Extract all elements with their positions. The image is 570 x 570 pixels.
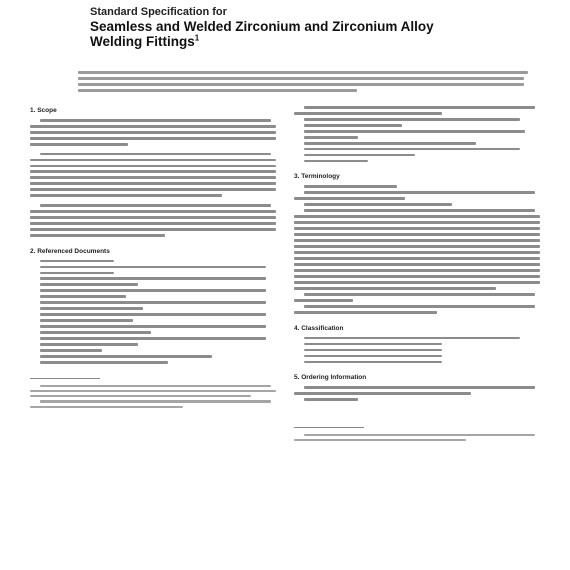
footnote-block bbox=[30, 378, 276, 408]
text-line bbox=[30, 170, 276, 173]
text-line bbox=[30, 176, 276, 179]
text-line bbox=[30, 216, 276, 219]
note-line bbox=[78, 77, 524, 80]
text-line bbox=[40, 349, 102, 352]
text-line bbox=[294, 221, 540, 224]
footnote-rule bbox=[294, 427, 364, 428]
text-line bbox=[294, 269, 540, 272]
text-line bbox=[40, 295, 126, 298]
text-line bbox=[294, 311, 437, 314]
note-line bbox=[78, 71, 528, 74]
text-line bbox=[294, 281, 540, 284]
text-line bbox=[40, 260, 114, 263]
text-line bbox=[30, 210, 276, 213]
text-line bbox=[304, 398, 358, 401]
text-line bbox=[30, 159, 276, 162]
text-line bbox=[30, 228, 276, 231]
text-line bbox=[40, 266, 266, 269]
text-line bbox=[294, 112, 442, 115]
footnote-line bbox=[294, 439, 466, 441]
text-line bbox=[294, 239, 540, 242]
text-line bbox=[30, 234, 165, 237]
text-line bbox=[304, 148, 520, 151]
text-line bbox=[304, 337, 520, 340]
text-line bbox=[294, 287, 496, 290]
text-line bbox=[40, 301, 266, 304]
text-line bbox=[294, 251, 540, 254]
text-line bbox=[40, 361, 168, 364]
text-line bbox=[304, 118, 520, 121]
title-footnote-marker: 1 bbox=[194, 33, 200, 43]
text-line bbox=[30, 194, 222, 197]
text-line bbox=[304, 305, 535, 308]
text-line bbox=[30, 131, 276, 134]
text-line bbox=[304, 130, 525, 133]
text-line bbox=[40, 153, 271, 156]
text-line bbox=[40, 313, 266, 316]
text-line bbox=[304, 386, 535, 389]
right-column bbox=[294, 106, 540, 444]
text-line bbox=[304, 191, 535, 194]
section-heading-classification: 4. Classification bbox=[294, 324, 344, 332]
text-line bbox=[304, 106, 535, 109]
text-line bbox=[304, 154, 415, 157]
text-line bbox=[304, 160, 368, 163]
text-line bbox=[40, 289, 266, 292]
text-line bbox=[294, 275, 540, 278]
text-line bbox=[40, 119, 271, 122]
text-line bbox=[30, 188, 276, 191]
text-line bbox=[294, 392, 471, 395]
text-line bbox=[40, 337, 266, 340]
text-line bbox=[294, 245, 540, 248]
note-line bbox=[78, 89, 357, 92]
footnote-line bbox=[304, 434, 535, 436]
section-heading-terminology: 3. Terminology bbox=[294, 173, 340, 181]
text-line bbox=[294, 299, 353, 302]
note-line bbox=[78, 83, 524, 86]
footnote-line bbox=[40, 385, 271, 387]
text-line bbox=[294, 227, 540, 230]
text-line bbox=[40, 277, 266, 280]
footnote-block bbox=[294, 427, 540, 441]
footnote-rule bbox=[30, 378, 100, 379]
text-line bbox=[304, 293, 535, 296]
footnote-line bbox=[30, 395, 251, 397]
text-line bbox=[294, 233, 540, 236]
text-line bbox=[30, 165, 276, 168]
standard-note bbox=[78, 71, 528, 92]
section-heading-ordering-information: 5. Ordering Information bbox=[294, 374, 367, 382]
text-line bbox=[40, 272, 114, 275]
text-line bbox=[40, 307, 143, 310]
text-line bbox=[304, 136, 358, 139]
section-heading-scope: 1. Scope bbox=[30, 107, 57, 114]
text-line bbox=[40, 355, 212, 358]
text-line bbox=[40, 319, 133, 322]
text-line bbox=[304, 355, 442, 358]
text-line bbox=[294, 197, 405, 200]
text-line bbox=[30, 182, 276, 185]
title-line-2: Seamless and Welded Zirconium and Zirconium Alloy bbox=[90, 19, 434, 34]
text-line bbox=[30, 137, 276, 140]
text-line bbox=[304, 185, 397, 188]
text-line bbox=[30, 222, 276, 225]
text-line bbox=[304, 124, 402, 127]
text-line bbox=[30, 143, 128, 146]
text-line bbox=[294, 257, 540, 260]
text-line bbox=[40, 331, 151, 334]
text-line bbox=[294, 215, 540, 218]
text-line bbox=[304, 209, 535, 212]
title-line-1: Standard Specification for bbox=[90, 6, 227, 18]
footnote-line bbox=[40, 400, 271, 402]
text-line bbox=[304, 349, 442, 352]
text-line bbox=[40, 204, 271, 207]
text-line bbox=[40, 283, 138, 286]
title-line-3-text: Welding Fittings bbox=[90, 34, 195, 49]
left-column bbox=[30, 106, 276, 444]
footnote-line bbox=[30, 390, 276, 392]
footnote-line bbox=[30, 406, 183, 408]
section-heading-referenced-documents: 2. Referenced Documents bbox=[30, 247, 110, 255]
text-line bbox=[40, 325, 266, 328]
text-line bbox=[30, 125, 276, 128]
text-line bbox=[40, 343, 138, 346]
title-line-3 bbox=[90, 34, 540, 49]
text-line bbox=[304, 361, 442, 364]
title-block bbox=[30, 6, 540, 49]
text-line bbox=[294, 263, 540, 266]
text-line bbox=[304, 343, 442, 346]
text-line bbox=[304, 142, 476, 145]
text-line bbox=[304, 203, 452, 206]
